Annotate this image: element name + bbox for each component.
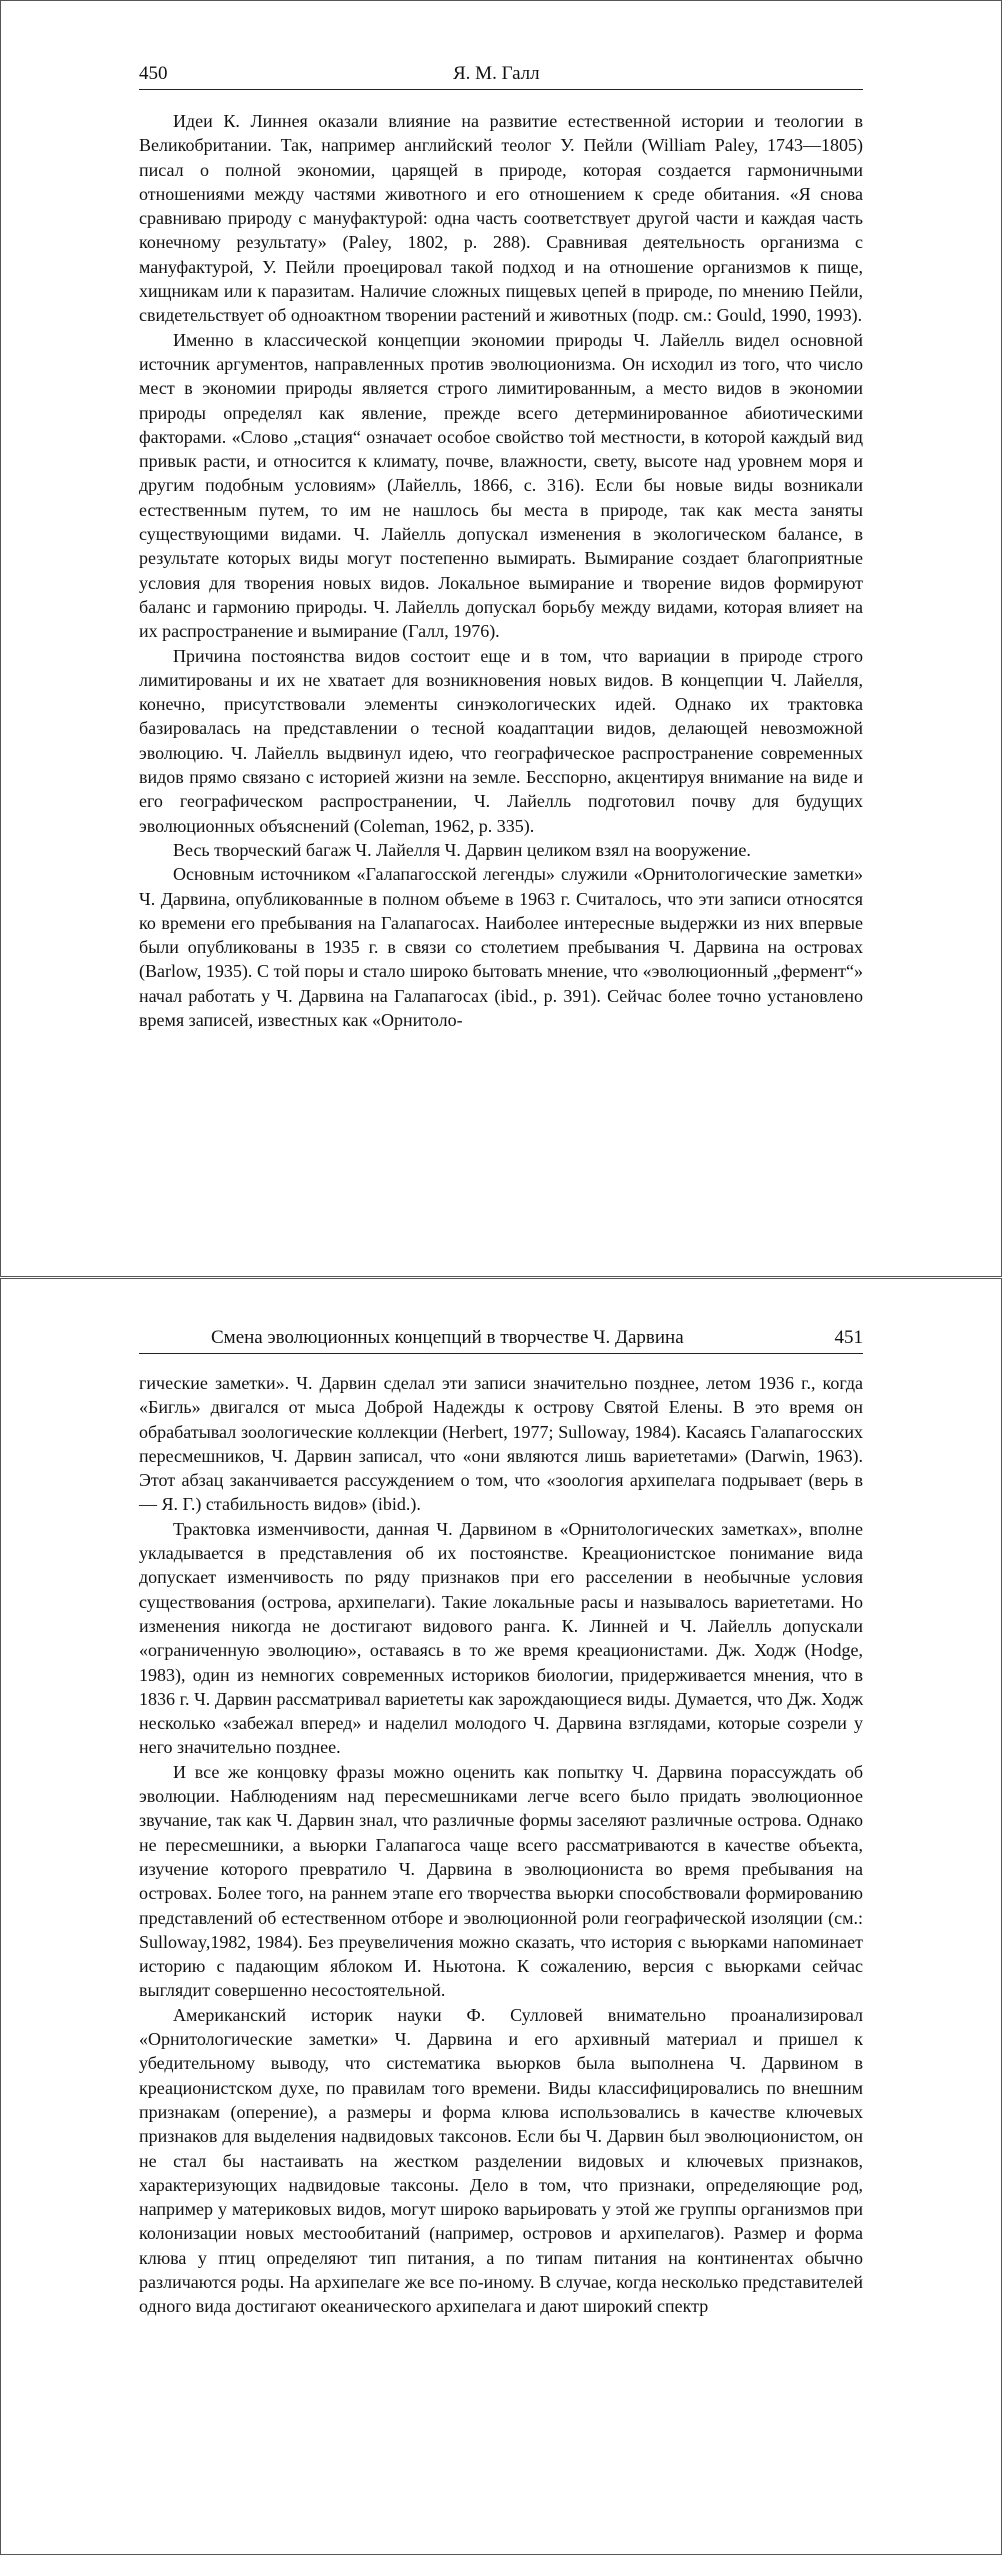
page-451 — [0, 1278, 1002, 2555]
page-header — [139, 1327, 863, 1357]
paragraph: Причина постоянства видов состоит еще и в том, что вариации в природе строго лимитированы и их не хватает для возникновения новых видов. В концепции Ч. Лайелля, конечно, присутствовали элементы синэкологических идей. Однако их трактовка базировалась на представлении о тесной коадаптации видов, делающей невозможной эволюцию. Ч. Лайелль выдвинул идею, что географическое распространение современных видов прямо связано с историей жизни на земле. Бесспорно, акцентируя внимание на виде и его географическом распространении, Ч. Лайелль подготовил почву для будущих эволюционных объяснений (Coleman, 1962, p. 335). — [139, 645, 863, 836]
page-body — [139, 109, 863, 1032]
running-head: Я. М. Галл — [453, 63, 540, 84]
running-head: Смена эволюционных концепций в творчестве Ч. Дарвина — [211, 1327, 684, 1348]
header-rule — [139, 89, 863, 90]
page-body — [139, 1371, 863, 2319]
paragraph: гические заметки». Ч. Дарвин сделал эти записи значительно позднее, летом 1936 г., когда «Бигль» двигался от мыса Доброй Надежды к острову Святой Елены. В это время он обрабатывал зоологические коллекции (Herbert, 1977; Sulloway, 1984). Касаясь Галапагосских пересмешников, Ч. Дарвин записал, что «они являются лишь вариететами» (Darwin, 1963). Этот абзац заканчивается рассуждением о том, что «зоология архипелага подрывает (верь в — Я. Г.) стабильность видов» (ibid.). — [139, 1373, 863, 1515]
paragraph: Основным источником «Галапагосской легенды» служили «Орнитологические заметки» Ч. Дарвина, опубликованные в полном объеме в 1963 г. Считалось, что эти записи относятся ко времени его пребывания на Галапагосах. Наиболее интересные выдержки из них впервые были опубликованы в 1935 г. в связи со столетием пребывания Ч. Дарвина на островах (Barlow, 1935). С той поры и стало широко бытовать мнение, что «эволюционный „фермент“» начал работать у Ч. Дарвина на Галапагосах (ibid., p. 391). Сейчас более точно установлено время записей, известных как «Орнитоло- — [139, 864, 863, 1030]
paragraph: И все же концовку фразы можно оценить как попытку Ч. Дарвина порассуждать об эволюции. Наблюдениям над пересмешниками легче всего было придать эволюционное звучание, так как Ч. Дарвин знал, что различные формы заселяют различные острова. Однако не пересмешники, а вьюрки Галапагоса чаще всего рассматриваются в качестве объекта, изучение которого превратило Ч. Дарвина в эволюциониста во время пребывания на островах. Более того, на раннем этапе его творчества вьюрки способствовали формированию представлений об естественном отборе и эволюционной роли географической изоляции (см.: Sulloway,1982, 1984). Без преувеличения можно сказать, что история с вьюрками напоминает историю с падающим яблоком И. Ньютона. К сожалению, версия с вьюрками сейчас выглядит совершенно несостоятельной. — [139, 1761, 863, 2001]
paragraph: Трактовка изменчивости, данная Ч. Дарвином в «Орнитологических заметках», вполне укладывается в представления об их постоянстве. Креационистское понимание вида допускает изменчивость по ряду признаков при его расселении в необычные условия существования (острова, архипелаги). Такие локальные расы и называлось вариететами. Но изменения никогда не достигают видового ранга. К. Линней и Ч. Лайелль допускали «ограниченную эволюцию», оставаясь в то же время креационистами. Дж. Ходж (Hodge, 1983), один из немногих современных историков биологии, придерживается мнения, что в 1836 г. Ч. Дарвин рассматривал вариететы как зарождающиеся виды. Думается, что Дж. Ходж несколько «забежал вперед» и наделил молодого Ч. Дарвина взглядами, которые созрели у него значительно позднее. — [139, 1518, 863, 1758]
page-header — [139, 63, 863, 93]
page-450 — [0, 0, 1002, 1277]
page-number: 451 — [834, 1327, 863, 1348]
paragraph: Идеи К. Линнея оказали влияние на развитие естественной истории и теологии в Великобритании. Так, например английский теолог У. Пейли (William Paley, 1743—1805) писал о полной экономии, царящей в природе, которая создается гармоничными отношениями между частями животного и его отношением к среде обитания. «Я снова сравниваю природу с мануфактурой: одна часть соответствует другой части и каждая часть конечному результату» (Paley, 1802, p. 288). Сравнивая деятельность организма с мануфактурой, У. Пейли проецировал такой подход и на отношение организмов к пище, хищникам или к паразитам. Наличие сложных пищевых цепей в природе, по мнению Пейли, свидетельствует об одноактном творении растений и животных (подр. см.: Gould, 1990, 1993). — [139, 111, 863, 326]
paragraph: Американский историк науки Ф. Сулловей внимательно проанализировал «Орнитологические заметки» Ч. Дарвина и его архивный материал и пришел к убедительному выводу, что систематика вьюрков была выполнена Ч. Дарвином в креационистском духе, по правилам того времени. Виды классифицировались по внешним признакам (оперение), а размеры и форма клюва использовались в качестве ключевых признаков для выделения надвидовых таксонов. Если бы Ч. Дарвин был эволюционистом, он не стал бы настаивать на жестком разделении видовых и ключевых признаков, характеризующих надвидовые таксоны. Дело в том, что признаки, определяющие род, например у материковых видов, могут широко варьировать у этой же группы организмов при колонизации новых местообитаний (например, островов и архипелагов). Размер и форма клюва у птиц определяют тип питания, а по типам питания на континентах обычно различаются роды. На архипелаге же все по-иному. В случае, когда несколько представителей одного вида достигают океанического архипелага и дают широкий спектр — [139, 2004, 863, 2317]
paragraph: Весь творческий багаж Ч. Лайелля Ч. Дарвин целиком взял на вооружение. — [173, 839, 751, 860]
paragraph: Именно в классической концепции экономии природы Ч. Лайелль видел основной источник аргументов, направленных против эволюционизма. Он исходил из того, что число мест в экономии природы является строго лимитированным, а место видов в экономии природы определял как явление, прежде всего детерминированное абиотическими факторами. «Слово „стация“ означает особое свойство той местности, в которой каждый вид привык расти, и относится к климату, почве, влажности, свету, высоте над уровнем моря и другим подобным условиям» (Лайелль, 1866, с. 316). Если бы новые виды возникали естественным путем, то им не нашлось бы места в природе, так как места заняты существующими видами. Ч. Лайелль допускал изменения в экологическом балансе, в результате которых виды могут постепенно вымирать. Вымирание создает благоприятные условия для творения новых видов. Локальное вымирание и творение видов формируют баланс и гармонию природы. Ч. Лайелль допускал борьбу между видами, которая влияет на их распространение и вымирание (Галл, 1976). — [139, 329, 863, 642]
header-rule — [139, 1353, 863, 1354]
page-number: 450 — [139, 63, 168, 84]
